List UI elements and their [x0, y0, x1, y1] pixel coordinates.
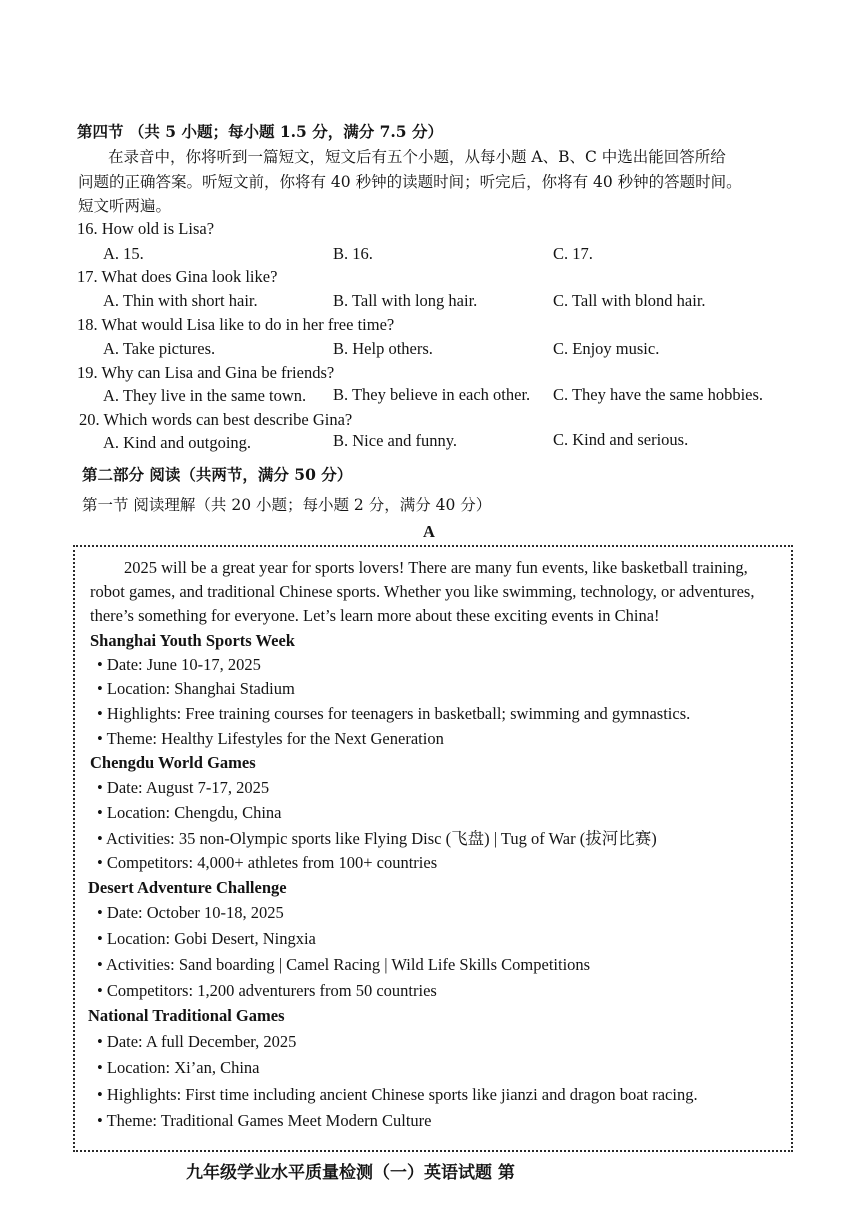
- section4-instruction-line3: 短文听两遍。: [78, 197, 172, 215]
- option-17-a: A. Thin with short hair.: [103, 291, 258, 310]
- option-16-c: C. 17.: [553, 244, 593, 263]
- event-detail: • Activities: Sand boarding | Camel Racing | Wild Life Skills Competitions: [97, 955, 591, 974]
- event-detail: • Competitors: 4,000+ athletes from 100+ countries: [97, 853, 438, 872]
- option-20-b: B. Nice and funny.: [333, 431, 458, 450]
- event-detail: • Date: A full December, 2025: [97, 1032, 297, 1051]
- question-16: 16. How old is Lisa?: [77, 219, 215, 238]
- passage-intro-line3: there’s something for everyone. Let’s learn more about these exciting events in China!: [90, 606, 660, 625]
- question-20: 20. Which words can best describe Gina?: [79, 410, 353, 429]
- question-19: 19. Why can Lisa and Gina be friends?: [77, 363, 335, 382]
- event-detail: • Location: Chengdu, China: [97, 803, 282, 822]
- event-detail: • Location: Gobi Desert, Ningxia: [97, 929, 316, 948]
- option-19-b: B. They believe in each other.: [333, 385, 531, 404]
- event-title-chengdu: Chengdu World Games: [90, 753, 256, 772]
- event-detail: • Location: Shanghai Stadium: [97, 679, 295, 698]
- event-detail: • Date: June 10-17, 2025: [97, 655, 261, 674]
- option-18-b: B. Help others.: [333, 339, 433, 358]
- option-18-a: A. Take pictures.: [103, 339, 216, 358]
- option-17-c: C. Tall with blond hair.: [553, 291, 706, 310]
- section4-heading: 第四节 （共 5 小题；每小题 1.5 分，满分 7.5 分）: [77, 122, 443, 141]
- event-detail: • Date: October 10-18, 2025: [97, 903, 284, 922]
- section4-instruction-line2: 问题的正确答案。听短文前，你将有 40 秒钟的读题时间；听完后，你将有 40 秒钟的答题时间。: [78, 173, 742, 191]
- event-detail: • Theme: Healthy Lifestyles for the Next Generation: [97, 729, 444, 748]
- part2-sub-heading: 第一节 阅读理解（共 20 小题；每小题 2 分，满分 40 分）: [82, 496, 492, 514]
- option-19-a: A. They live in the same town.: [103, 386, 307, 405]
- event-detail: • Highlights: First time including ancient Chinese sports like jianzi and dragon boat racing.: [97, 1085, 698, 1104]
- option-20-c: C. Kind and serious.: [553, 430, 689, 449]
- section4-instruction-line1: 在录音中，你将听到一篇短文，短文后有五个小题，从每小题 A、B、C 中选出能回答所给: [108, 148, 726, 166]
- passage-label: A: [423, 522, 435, 541]
- option-16-a: A. 15.: [103, 244, 144, 263]
- event-detail: • Date: August 7-17, 2025: [97, 778, 270, 797]
- option-19-c: C. They have the same hobbies.: [553, 385, 764, 404]
- question-18: 18. What would Lisa like to do in her free time?: [77, 315, 395, 334]
- event-detail: • Competitors: 1,200 adventurers from 50 countries: [97, 981, 437, 1000]
- question-17: 17. What does Gina look like?: [77, 267, 278, 286]
- event-title-national: National Traditional Games: [88, 1006, 285, 1025]
- option-16-b: B. 16.: [333, 244, 373, 263]
- option-17-b: B. Tall with long hair.: [333, 291, 478, 310]
- option-20-a: A. Kind and outgoing.: [103, 433, 252, 452]
- page-footer: 九年级学业水平质量检测（一）英语试题 第: [186, 1163, 515, 1183]
- event-title-shanghai: Shanghai Youth Sports Week: [90, 631, 295, 650]
- event-detail: • Theme: Traditional Games Meet Modern Culture: [97, 1111, 432, 1130]
- event-title-desert: Desert Adventure Challenge: [88, 878, 287, 897]
- passage-intro-line1: 2025 will be a great year for sports lovers! There are many fun events, like basketball training,: [124, 558, 748, 577]
- event-detail: • Location: Xi’an, China: [97, 1058, 260, 1077]
- part2-heading: 第二部分 阅读（共两节，满分 50 分）: [82, 465, 353, 484]
- event-detail: • Highlights: Free training courses for teenagers in basketball; swimming and gymnastics.: [97, 704, 691, 723]
- event-detail: • Activities: 35 non-Olympic sports like Flying Disc (飞盘) | Tug of War (拔河比赛): [97, 829, 657, 848]
- option-18-c: C. Enjoy music.: [553, 339, 660, 358]
- passage-intro-line2: robot games, and traditional Chinese sports. Whether you like swimming, technology, or adventures,: [90, 582, 755, 601]
